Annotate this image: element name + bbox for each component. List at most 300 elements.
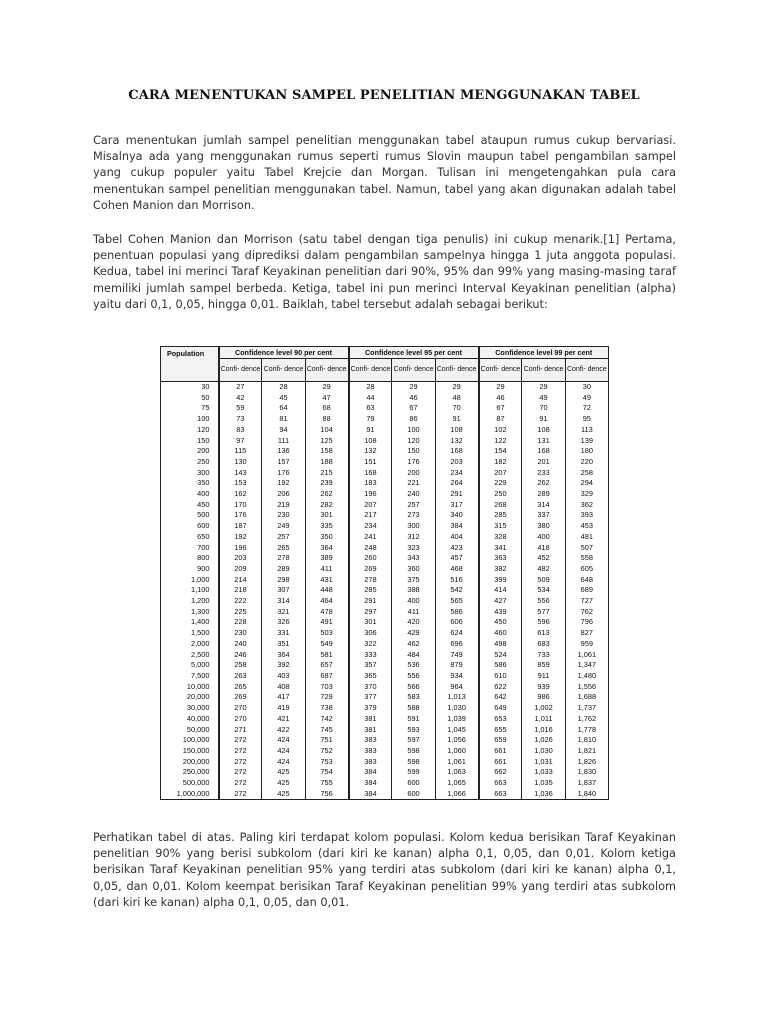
- sample-size-cell: 214: [219, 575, 262, 586]
- table-row: [161, 725, 609, 736]
- sample-size-cell: 241: [349, 532, 392, 543]
- sample-size-cell: 151: [349, 457, 392, 468]
- population-cell: 1,000: [161, 575, 219, 586]
- population-cell: 100,000: [161, 735, 219, 746]
- sample-size-cell: 597: [392, 735, 435, 746]
- population-cell: 200: [161, 446, 219, 457]
- sample-size-cell: 278: [262, 553, 305, 564]
- subheader: Confi- dence: [305, 359, 348, 382]
- sample-size-cell: 1,002: [522, 703, 565, 714]
- sample-size-cell: 399: [479, 575, 522, 586]
- sample-size-cell: 301: [305, 510, 348, 521]
- population-cell: 1,400: [161, 617, 219, 628]
- sample-size-cell: 225: [219, 607, 262, 618]
- table-row: [161, 757, 609, 768]
- sample-size-cell: 1,826: [565, 757, 608, 768]
- table-row: [161, 767, 609, 778]
- population-cell: 500,000: [161, 778, 219, 789]
- sample-size-cell: 755: [305, 778, 348, 789]
- table-body: [161, 382, 609, 800]
- sample-size-cell: 593: [392, 725, 435, 736]
- sample-size-cell: 45: [262, 393, 305, 404]
- sample-size-cell: 384: [349, 767, 392, 778]
- sample-size-cell: 91: [349, 425, 392, 436]
- population-cell: 2,500: [161, 650, 219, 661]
- sample-size-cell: 291: [435, 489, 478, 500]
- sample-size-cell: 271: [219, 725, 262, 736]
- population-cell: 30,000: [161, 703, 219, 714]
- sample-size-cell: 622: [479, 682, 522, 693]
- sample-size-cell: 452: [522, 553, 565, 564]
- sample-size-cell: 91: [522, 414, 565, 425]
- sample-size-cell: 536: [392, 660, 435, 671]
- sample-size-cell: 27: [219, 382, 262, 393]
- sample-size-cell: 322: [349, 639, 392, 650]
- sample-size-cell: 258: [565, 468, 608, 479]
- table-row: [161, 532, 609, 543]
- sample-size-cell: 566: [392, 682, 435, 693]
- sample-size-cell: 421: [262, 714, 305, 725]
- sample-size-cell: 272: [219, 767, 262, 778]
- sample-size-cell: 577: [522, 607, 565, 618]
- sample-size-cell: 364: [305, 543, 348, 554]
- sample-size-cell: 260: [349, 553, 392, 564]
- sample-size-cell: 229: [479, 478, 522, 489]
- population-cell: 700: [161, 543, 219, 554]
- sample-size-cell: 384: [349, 789, 392, 800]
- sample-size-cell: 583: [392, 692, 435, 703]
- sample-size-cell: 1,480: [565, 671, 608, 682]
- sample-size-cell: 408: [262, 682, 305, 693]
- sample-size-cell: 753: [305, 757, 348, 768]
- table-row: [161, 393, 609, 404]
- sample-size-cell: 742: [305, 714, 348, 725]
- sample-size-cell: 934: [435, 671, 478, 682]
- sample-size-cell: 272: [219, 778, 262, 789]
- sample-size-cell: 168: [522, 446, 565, 457]
- sample-size-cell: 663: [479, 778, 522, 789]
- sample-size-cell: 83: [219, 425, 262, 436]
- sample-size-cell: 297: [349, 607, 392, 618]
- sample-size-cell: 234: [435, 468, 478, 479]
- sample-size-cell: 139: [565, 436, 608, 447]
- subheader: Confi- dence: [349, 359, 392, 382]
- sample-size-cell: 187: [219, 521, 262, 532]
- sample-size-cell: 1,556: [565, 682, 608, 693]
- sample-size-cell: 29: [479, 382, 522, 393]
- sample-size-cell: 439: [479, 607, 522, 618]
- sample-size-cell: 381: [349, 725, 392, 736]
- sample-size-cell: 425: [262, 767, 305, 778]
- sample-size-cell: 749: [435, 650, 478, 661]
- sample-size-cell: 136: [262, 446, 305, 457]
- population-cell: 50,000: [161, 725, 219, 736]
- sample-size-cell: 484: [392, 650, 435, 661]
- sample-size-cell: 586: [435, 607, 478, 618]
- sample-size-cell: 278: [349, 575, 392, 586]
- subheader: Confi- dence: [392, 359, 435, 382]
- table-row: [161, 468, 609, 479]
- table-row: [161, 510, 609, 521]
- subheader: Confi- dence: [479, 359, 522, 382]
- sample-size-cell: 417: [262, 692, 305, 703]
- sample-size-cell: 959: [565, 639, 608, 650]
- sample-size-cell: 222: [219, 596, 262, 607]
- subheader: Confi- dence: [435, 359, 478, 382]
- sample-size-cell: 47: [305, 393, 348, 404]
- sample-size-cell: 653: [479, 714, 522, 725]
- sample-size-cell: 192: [262, 478, 305, 489]
- sample-size-cell: 108: [522, 425, 565, 436]
- sample-size-cell: 307: [262, 585, 305, 596]
- sample-size-cell: 482: [522, 564, 565, 575]
- sample-size-cell: 239: [305, 478, 348, 489]
- sample-size-cell: 431: [305, 575, 348, 586]
- sample-size-cell: 102: [479, 425, 522, 436]
- sample-size-cell: 115: [219, 446, 262, 457]
- sample-size-cell: 542: [435, 585, 478, 596]
- sample-size-cell: 384: [349, 778, 392, 789]
- sample-size-cell: 72: [565, 403, 608, 414]
- sample-size-cell: 70: [522, 403, 565, 414]
- population-cell: 20,000: [161, 692, 219, 703]
- sample-size-cell: 270: [219, 714, 262, 725]
- sample-size-cell: 132: [349, 446, 392, 457]
- sample-size-cell: 1,688: [565, 692, 608, 703]
- sample-size-cell: 1,011: [522, 714, 565, 725]
- sample-size-cell: 64: [262, 403, 305, 414]
- sample-size-cell: 738: [305, 703, 348, 714]
- population-header: Population: [161, 347, 219, 382]
- sample-size-cell: 230: [262, 510, 305, 521]
- sample-size-cell: 986: [522, 692, 565, 703]
- sample-size-cell: 326: [262, 617, 305, 628]
- sample-size-cell: 411: [305, 564, 348, 575]
- sample-size-cell: 258: [219, 660, 262, 671]
- sample-size-cell: 272: [219, 735, 262, 746]
- sample-size-cell: 752: [305, 746, 348, 757]
- sample-size-cell: 464: [305, 596, 348, 607]
- sample-size-cell: 383: [349, 746, 392, 757]
- sample-size-cell: 337: [522, 510, 565, 521]
- sample-size-cell: 97: [219, 436, 262, 447]
- sample-size-cell: 188: [305, 457, 348, 468]
- sample-size-cell: 383: [349, 735, 392, 746]
- sample-size-cell: 234: [349, 521, 392, 532]
- sample-size-cell: 460: [479, 628, 522, 639]
- sample-size-cell: 300: [392, 521, 435, 532]
- sample-size-cell: 207: [349, 500, 392, 511]
- sample-size-cell: 100: [392, 425, 435, 436]
- sample-size-cell: 94: [262, 425, 305, 436]
- sample-size-cell: 268: [479, 500, 522, 511]
- sample-size-cell: 272: [219, 746, 262, 757]
- sample-size-cell: 450: [479, 617, 522, 628]
- sample-size-cell: 1,013: [435, 692, 478, 703]
- sample-size-cell: 370: [349, 682, 392, 693]
- sample-size-cell: 581: [305, 650, 348, 661]
- table-row: [161, 596, 609, 607]
- sample-size-cell: 30: [565, 382, 608, 393]
- sample-size-cell: 1,061: [565, 650, 608, 661]
- sample-size-cell: 350: [305, 532, 348, 543]
- sample-size-cell: 911: [522, 671, 565, 682]
- sample-size-cell: 131: [522, 436, 565, 447]
- table-row: [161, 543, 609, 554]
- sample-size-cell: 201: [522, 457, 565, 468]
- sample-size-cell: 382: [479, 564, 522, 575]
- sample-size-cell: 1,840: [565, 789, 608, 800]
- sample-size-cell: 206: [262, 489, 305, 500]
- sample-size-cell: 400: [392, 596, 435, 607]
- sample-size-cell: 154: [479, 446, 522, 457]
- sample-size-cell: 306: [349, 628, 392, 639]
- sample-size-cell: 132: [435, 436, 478, 447]
- sample-size-cell: 427: [479, 596, 522, 607]
- sample-size-cell: 143: [219, 468, 262, 479]
- sample-size-cell: 108: [435, 425, 478, 436]
- table-row: [161, 617, 609, 628]
- sample-size-cell: 158: [305, 446, 348, 457]
- sample-size-cell: 44: [349, 393, 392, 404]
- sample-size-cell: 1,031: [522, 757, 565, 768]
- sample-size-cell: 457: [435, 553, 478, 564]
- sample-size-cell: 418: [522, 543, 565, 554]
- group-header-99: Confidence level 99 per cent: [479, 347, 609, 359]
- sample-size-cell: 88: [305, 414, 348, 425]
- sample-size-cell: 425: [262, 778, 305, 789]
- population-cell: 1,100: [161, 585, 219, 596]
- sample-size-cell: 289: [522, 489, 565, 500]
- population-cell: 1,200: [161, 596, 219, 607]
- sample-size-cell: 661: [479, 757, 522, 768]
- sample-size-cell: 754: [305, 767, 348, 778]
- sample-size-cell: 351: [262, 639, 305, 650]
- sample-size-cell: 221: [392, 478, 435, 489]
- second-paragraph: Tabel Cohen Manion dan Morrison (satu tabel dengan tiga penulis) ini cukup menarik.[1] Pertama, penentuan populasi yang diprediksi dalam pengambilan sampelnya hingga 1 juta anggota populasi. Kedua, tabel ini merinci Taraf Keyakinan penelitian dari 90%, 95% dan 99% yang masing-masing taraf memiliki jumlah sampel berbeda. Ketiga, tabel ini pun merinci Interval Keyakinan penelitian (alpha) yaitu dari 0,1, 0,05, hingga 0,01. Baiklah, tabel tersebut adalah sebagai berikut:: [93, 233, 676, 311]
- sample-size-cell: 250: [479, 489, 522, 500]
- sample-size-cell: 1,347: [565, 660, 608, 671]
- table-row: [161, 521, 609, 532]
- sample-size-cell: 176: [219, 510, 262, 521]
- sample-size-cell: 703: [305, 682, 348, 693]
- population-cell: 900: [161, 564, 219, 575]
- population-cell: 250: [161, 457, 219, 468]
- sample-size-cell: 1,033: [522, 767, 565, 778]
- sample-size-cell: 549: [305, 639, 348, 650]
- table-row: [161, 746, 609, 757]
- sample-size-cell: 49: [522, 393, 565, 404]
- sample-size-cell: 363: [479, 553, 522, 564]
- sample-size-cell: 745: [305, 725, 348, 736]
- sample-size-cell: 314: [262, 596, 305, 607]
- sample-size-cell: 414: [479, 585, 522, 596]
- subheader: Confi- dence: [262, 359, 305, 382]
- table-row: [161, 628, 609, 639]
- sample-size-cell: 46: [479, 393, 522, 404]
- sample-size-cell: 265: [262, 543, 305, 554]
- population-cell: 10,000: [161, 682, 219, 693]
- table-row: [161, 703, 609, 714]
- sample-size-cell: 377: [349, 692, 392, 703]
- sample-size-cell: 170: [219, 500, 262, 511]
- sample-size-cell: 683: [522, 639, 565, 650]
- sample-size-cell: 264: [435, 478, 478, 489]
- table-row: [161, 414, 609, 425]
- sample-size-cell: 1,065: [435, 778, 478, 789]
- sample-size-cell: 182: [479, 457, 522, 468]
- sample-size-cell: 1,035: [522, 778, 565, 789]
- page-title: CARA MENENTUKAN SAMPEL PENELITIAN MENGGUNAKAN TABEL: [128, 88, 640, 103]
- sample-size-cell: 29: [522, 382, 565, 393]
- sample-size-cell: 425: [262, 789, 305, 800]
- table-row: [161, 585, 609, 596]
- sample-size-cell: 733: [522, 650, 565, 661]
- sample-size-cell: 150: [392, 446, 435, 457]
- sample-size-cell: 939: [522, 682, 565, 693]
- sample-size-cell: 534: [522, 585, 565, 596]
- table-row: [161, 403, 609, 414]
- sample-size-cell: 403: [262, 671, 305, 682]
- sample-size-cell: 341: [479, 543, 522, 554]
- sample-size-cell: 176: [392, 457, 435, 468]
- sample-size-cell: 240: [219, 639, 262, 650]
- sample-size-cell: 272: [219, 789, 262, 800]
- sample-size-cell: 1,060: [435, 746, 478, 757]
- table-row: [161, 382, 609, 393]
- sample-size-cell: 203: [219, 553, 262, 564]
- table-row: [161, 650, 609, 661]
- sample-size-cell: 762: [565, 607, 608, 618]
- sample-size-cell: 384: [435, 521, 478, 532]
- subheader: Confi- dence: [522, 359, 565, 382]
- sample-size-cell: 661: [479, 746, 522, 757]
- sample-size-cell: 420: [392, 617, 435, 628]
- sample-size-cell: 509: [522, 575, 565, 586]
- sample-size-cell: 1,016: [522, 725, 565, 736]
- sample-size-cell: 248: [349, 543, 392, 554]
- sample-size-cell: 298: [262, 575, 305, 586]
- sample-size-cell: 87: [479, 414, 522, 425]
- sample-size-cell: 95: [565, 414, 608, 425]
- sample-size-cell: 285: [479, 510, 522, 521]
- sample-size-cell: 419: [262, 703, 305, 714]
- population-cell: 250,000: [161, 767, 219, 778]
- population-cell: 30: [161, 382, 219, 393]
- sample-size-cell: 1,039: [435, 714, 478, 725]
- sample-size-cell: 393: [565, 510, 608, 521]
- sample-size-table-figure: [160, 346, 608, 800]
- sample-size-cell: 379: [349, 703, 392, 714]
- sample-size-cell: 207: [479, 468, 522, 479]
- sample-size-cell: 613: [522, 628, 565, 639]
- sample-size-cell: 663: [479, 789, 522, 800]
- sample-size-cell: 122: [479, 436, 522, 447]
- sample-size-cell: 1,036: [522, 789, 565, 800]
- sample-size-cell: 498: [479, 639, 522, 650]
- sample-size-cell: 503: [305, 628, 348, 639]
- closing-paragraph: Perhatikan tabel di atas. Paling kiri terdapat kolom populasi. Kolom kedua berisikan Taraf Keyakinan penelitian 90% yang berisi subkolom (dari kiri ke kanan) alpha 0,1, 0,05, dan 0,01. Kolom ketiga berisikan Taraf Keyakinan penelitian 95% yang terdiri atas subkolom (dari kiri ke kanan) alpha 0,1, 0,05, dan 0,01. Kolom keempat berisikan Taraf Keyakinan penelitian 99% yang terdiri atas subkolom (dari kiri ke kanan) alpha 0,1, 0,05, dan 0,01.: [93, 831, 676, 909]
- sample-size-cell: 196: [349, 489, 392, 500]
- sample-size-cell: 49: [565, 393, 608, 404]
- sample-size-cell: 168: [435, 446, 478, 457]
- population-cell: 40,000: [161, 714, 219, 725]
- sample-size-cell: 687: [305, 671, 348, 682]
- sample-size-cell: 67: [479, 403, 522, 414]
- sample-size-cell: 157: [262, 457, 305, 468]
- sample-size-cell: 1,056: [435, 735, 478, 746]
- sample-size-cell: 556: [522, 596, 565, 607]
- population-cell: 1,300: [161, 607, 219, 618]
- sample-size-cell: 411: [392, 607, 435, 618]
- sample-size-cell: 79: [349, 414, 392, 425]
- sample-size-cell: 46: [392, 393, 435, 404]
- sample-size-cell: 729: [305, 692, 348, 703]
- sample-size-cell: 478: [305, 607, 348, 618]
- sample-size-cell: 29: [435, 382, 478, 393]
- population-cell: 120: [161, 425, 219, 436]
- sample-size-cell: 859: [522, 660, 565, 671]
- sample-size-cell: 357: [349, 660, 392, 671]
- sample-size-cell: 879: [435, 660, 478, 671]
- sample-size-cell: 448: [305, 585, 348, 596]
- sample-size-cell: 282: [305, 500, 348, 511]
- sample-size-cell: 516: [435, 575, 478, 586]
- sample-size-cell: 1,737: [565, 703, 608, 714]
- sample-size-cell: 272: [219, 757, 262, 768]
- sample-size-cell: 321: [262, 607, 305, 618]
- sample-size-cell: 1,821: [565, 746, 608, 757]
- sample-size-cell: 323: [392, 543, 435, 554]
- population-cell: 500: [161, 510, 219, 521]
- sample-size-cell: 162: [219, 489, 262, 500]
- sample-size-cell: 176: [262, 468, 305, 479]
- sample-size-cell: 335: [305, 521, 348, 532]
- sample-size-cell: 113: [565, 425, 608, 436]
- sample-size-cell: 462: [392, 639, 435, 650]
- table-row: [161, 478, 609, 489]
- sample-size-cell: 291: [349, 596, 392, 607]
- sample-size-cell: 598: [392, 757, 435, 768]
- sample-size-cell: 429: [392, 628, 435, 639]
- sample-size-cell: 648: [565, 575, 608, 586]
- sample-size-cell: 59: [219, 403, 262, 414]
- table-row: [161, 660, 609, 671]
- sample-size-cell: 404: [435, 532, 478, 543]
- sample-size-cell: 1,030: [435, 703, 478, 714]
- population-cell: 200,000: [161, 757, 219, 768]
- population-cell: 2,000: [161, 639, 219, 650]
- sample-size-cell: 524: [479, 650, 522, 661]
- sample-size-cell: 262: [522, 478, 565, 489]
- population-cell: 600: [161, 521, 219, 532]
- sample-size-cell: 610: [479, 671, 522, 682]
- sample-size-cell: 424: [262, 746, 305, 757]
- sample-size-cell: 68: [305, 403, 348, 414]
- sample-size-cell: 827: [565, 628, 608, 639]
- table-row: [161, 692, 609, 703]
- sample-size-cell: 314: [522, 500, 565, 511]
- sample-size-cell: 217: [349, 510, 392, 521]
- sample-size-cell: 246: [219, 650, 262, 661]
- table-row: [161, 789, 609, 800]
- table-row: [161, 639, 609, 650]
- sample-size-cell: 381: [349, 714, 392, 725]
- table-row: [161, 714, 609, 725]
- sample-size-cell: 491: [305, 617, 348, 628]
- sample-size-cell: 507: [565, 543, 608, 554]
- table-row: [161, 564, 609, 575]
